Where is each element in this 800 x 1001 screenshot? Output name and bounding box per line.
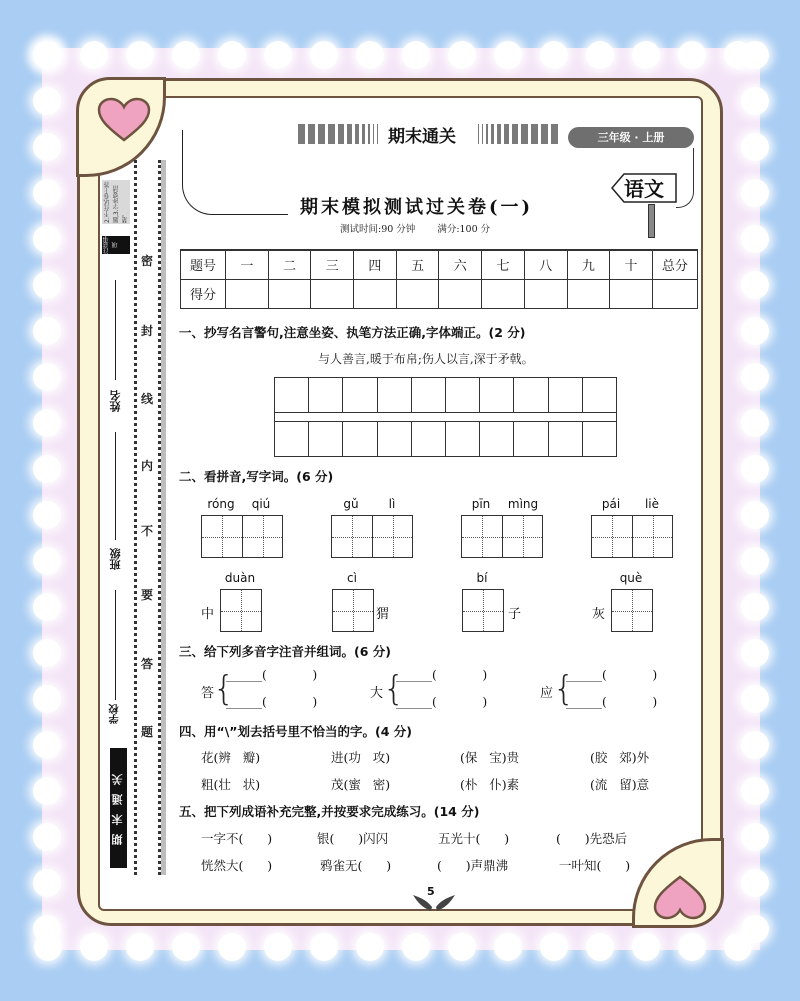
score-info: 满分:100 分 [437,224,491,235]
exam-info [340,221,490,235]
score-input-cell[interactable] [610,279,653,308]
score-input-cell[interactable] [354,279,397,308]
score-input-cell[interactable] [567,279,610,308]
polyphone-char: 答 [201,686,215,701]
pinyin: què [619,571,643,585]
tianzige-box[interactable] [201,515,283,558]
score-table [180,249,698,309]
seal-char: 题 [140,725,153,739]
pinyin: pīn [471,497,491,511]
polyphone-char: 应 [540,686,554,701]
seal-char: 不 [140,524,153,538]
brand-vertical: 期末通关 [110,748,127,868]
pinyin: róng [207,497,235,511]
score-input-cell[interactable] [268,279,311,308]
table-cell: 题号 [181,250,226,279]
idiom-item[interactable]: ( )声鼎沸 [437,858,509,873]
score-input-cell[interactable] [652,279,697,308]
table-cell: 总分 [652,250,697,279]
choice-item[interactable]: 花(辨 瓣) [201,750,261,765]
seal-line-left [134,160,137,875]
idiom-item[interactable]: ( )先恐后 [556,831,628,846]
given-char: 猬 [376,607,390,622]
brand-title: 期末通关 [388,127,456,147]
table-cell: 十 [610,250,653,279]
given-char: 灰 [592,607,606,622]
answer-blank[interactable]: ______( ) [226,695,318,709]
table-row [181,279,698,308]
choice-item[interactable]: (胶 郊)外 [590,750,650,765]
answer-blank[interactable]: ______( ) [566,695,658,709]
given-char: 中 [201,607,215,622]
grid-row[interactable] [274,377,617,413]
choice-item[interactable]: (朴 仆)素 [460,777,520,792]
tianzige-box[interactable] [462,589,504,632]
school-field-line[interactable] [115,590,116,700]
pinyin: liè [644,497,660,511]
pinyin: gǔ [343,497,359,511]
brace: { [553,669,575,709]
pinyin: duàn [224,571,256,585]
table-cell: 一 [226,250,269,279]
notice-text: 2.不在试卷上答题,3.字迹要清楚。 [104,181,129,223]
seal-char: 封 [140,324,153,338]
section-1-title: 一、抄写名言警句,注意坐姿、执笔方法正确,字体端正。(2 分) [179,325,526,340]
table-row [181,250,698,279]
score-input-cell[interactable] [482,279,525,308]
time-info: 测试时间:90 分钟 [340,224,416,235]
page-number: 5 [427,885,435,898]
quote-text: 与人善言,暖于布帛;伤人以言,深于矛戟。 [318,352,534,366]
seal-char: 要 [140,588,153,602]
tianzige-box[interactable] [220,589,262,632]
idiom-item[interactable]: 一叶知( ) [559,858,631,873]
table-cell: 八 [524,250,567,279]
tianzige-box[interactable] [591,515,673,558]
name-field-line[interactable] [115,280,116,380]
table-cell: 得分 [181,279,226,308]
margin-strip [161,160,166,875]
pinyin: cì [347,571,357,585]
given-char: 子 [508,607,522,622]
choice-item[interactable]: (流 留)意 [590,777,650,792]
table-cell: 九 [567,250,610,279]
heart-icon [97,97,151,143]
class-field-line[interactable] [115,432,116,540]
table-cell: 四 [354,250,397,279]
pinyin: mìng [507,497,539,511]
tianzige-box[interactable] [331,515,413,558]
pinyin: bí [476,571,488,585]
choice-item[interactable]: 茂(蜜 密) [331,777,391,792]
answer-blank[interactable]: ______( ) [226,668,318,682]
tianzige-box[interactable] [332,589,374,632]
choice-item[interactable]: 粗(壮 状) [201,777,261,792]
notice-badge: 注意事项 [102,236,130,254]
idiom-item[interactable]: 恍然大( ) [201,858,273,873]
name-label: 姓名 [109,390,122,412]
score-input-cell[interactable] [524,279,567,308]
badge-connector [676,148,694,208]
table-cell: 七 [482,250,525,279]
idiom-item[interactable]: 银( )闪闪 [317,831,389,846]
brace: { [383,669,405,709]
answer-blank[interactable]: ______( ) [396,668,488,682]
table-cell: 五 [396,250,439,279]
seal-char: 线 [140,392,153,406]
stripe-decoration [298,124,378,144]
tianzige-box[interactable] [461,515,543,558]
choice-item[interactable]: 进(功 攻) [331,750,391,765]
score-input-cell[interactable] [439,279,482,308]
polyphone-char: 大 [370,686,384,701]
score-input-cell[interactable] [311,279,354,308]
subject-label: 语文 [624,177,664,201]
idiom-item[interactable]: 鸦雀无( ) [320,858,392,873]
score-input-cell[interactable] [396,279,439,308]
table-cell: 六 [439,250,482,279]
section-4-title: 四、用“\”划去括号里不恰当的字。(4 分) [179,724,412,739]
grade-badge: 三年级 · 上册 [568,127,694,148]
seal-char: 答 [140,657,153,671]
copy-writing-grid[interactable] [274,377,617,457]
school-label: 学校 [110,704,121,724]
header-curve [182,130,288,215]
grid-row[interactable] [274,421,617,457]
pinyin: lì [388,497,396,511]
table-cell: 二 [268,250,311,279]
section-2-title: 二、看拼音,写字词。(6 分) [179,469,334,484]
heart-icon [653,874,707,920]
pinyin: qiú [251,497,271,511]
pinyin: pái [601,497,621,511]
tianzige-box[interactable] [611,589,653,632]
class-label: 班级 [109,548,122,570]
idiom-item[interactable]: 一字不( ) [201,831,273,846]
signpost-pole [648,204,655,238]
table-cell: 三 [311,250,354,279]
idiom-item[interactable]: 五光十( ) [438,831,510,846]
seal-char: 密 [140,254,153,268]
seal-char: 内 [140,459,153,473]
answer-blank[interactable]: ______( ) [396,695,488,709]
stripe-decoration [478,124,558,144]
section-5-title: 五、把下列成语补充完整,并按要求完成练习。(14 分) [179,804,480,819]
score-input-cell[interactable] [226,279,269,308]
section-3-title: 三、给下列多音字注音并组词。(6 分) [179,644,391,659]
exam-title: 期末模拟测试过关卷(一) [300,197,534,218]
brace: { [213,669,235,709]
answer-blank[interactable]: ______( ) [566,668,658,682]
choice-item[interactable]: (保 宝)贵 [460,750,520,765]
